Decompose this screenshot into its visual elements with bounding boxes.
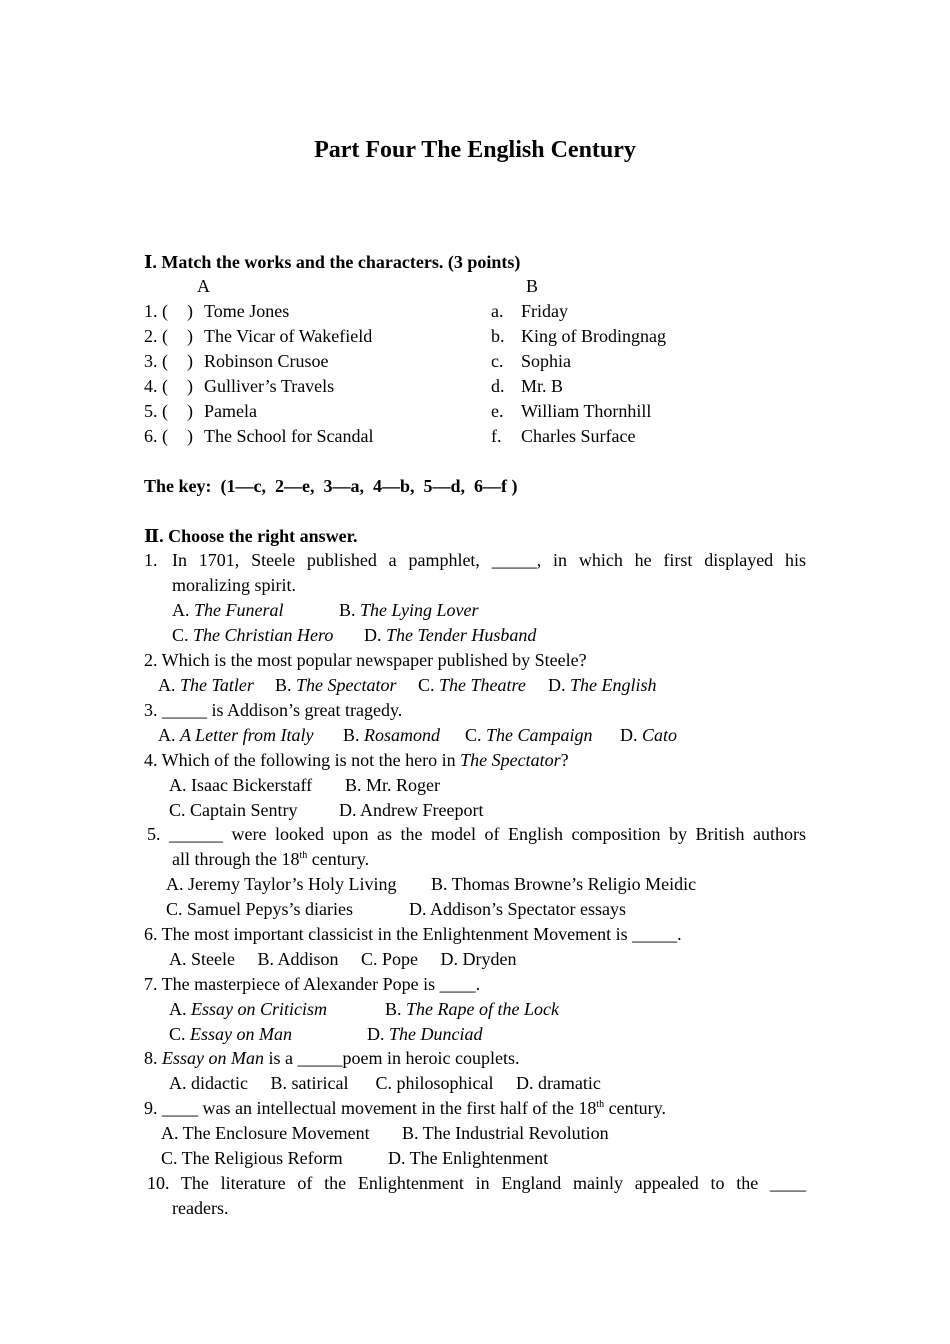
match-paren: ) bbox=[187, 326, 193, 346]
match-work: The Vicar of Wakefield bbox=[204, 326, 373, 346]
question-text: 10. The literature of the Enlightenment in England mainly appealed to the ____ bbox=[147, 1173, 806, 1193]
option-c: C. Samuel Pepys’s diaries bbox=[166, 899, 353, 919]
match-work: The School for Scandal bbox=[204, 426, 374, 446]
match-paren: ) bbox=[187, 426, 193, 446]
question-text-cont: moralizing spirit. bbox=[172, 575, 296, 595]
question-text-cont: all through the 18th century. bbox=[172, 849, 370, 869]
column-a-header: A bbox=[197, 276, 210, 296]
question-text: 9. ____ was an intellectual movement in the first half of the 18th century. bbox=[144, 1098, 666, 1118]
option-b: B. Mr. Roger bbox=[345, 775, 441, 795]
question-text: 2. Which is the most popular newspaper published by Steele? bbox=[144, 650, 587, 670]
question-text: 6. The most important classicist in the Enlightenment Movement is _____. bbox=[144, 924, 682, 944]
match-character: Sophia bbox=[521, 351, 572, 371]
option-b: B. The Rape of the Lock bbox=[385, 999, 559, 1019]
option-d: D. Cato bbox=[620, 725, 678, 745]
match-work: Gulliver’s Travels bbox=[204, 376, 335, 396]
question-text: In 1701, Steele published a pamphlet, _____, in which he first displayed his bbox=[172, 550, 806, 570]
match-num: 1. ( bbox=[144, 301, 168, 321]
match-num: 6. ( bbox=[144, 426, 168, 446]
option-b: B. The Spectator bbox=[275, 675, 397, 695]
match-num: 3. ( bbox=[144, 351, 168, 371]
question-text-cont: readers. bbox=[172, 1198, 229, 1218]
answer-key: The key: (1—c, 2—e, 3—a, 4—b, 5—d, 6—f ) bbox=[144, 476, 518, 496]
option-d: D. The Enlightenment bbox=[388, 1148, 549, 1168]
option-a: A. Isaac Bickerstaff bbox=[169, 775, 313, 795]
option-a: A. The Tatler bbox=[158, 675, 254, 695]
match-paren: ) bbox=[187, 301, 193, 321]
option-b: B. The Industrial Revolution bbox=[402, 1123, 609, 1143]
option-d: D. The Tender Husband bbox=[364, 625, 537, 645]
match-num: 5. ( bbox=[144, 401, 168, 421]
question-number: 1. bbox=[144, 550, 158, 570]
match-letter: f. bbox=[491, 426, 502, 446]
option-c: C. The Campaign bbox=[465, 725, 593, 745]
question-text: 8. Essay on Man is a _____poem in heroic couplets. bbox=[144, 1048, 520, 1068]
option-d: D. Addison’s Spectator essays bbox=[409, 899, 626, 919]
match-letter: e. bbox=[491, 401, 504, 421]
question-text: 3. _____ is Addison’s great tragedy. bbox=[144, 700, 403, 720]
page-title: Part Four The English Century bbox=[314, 137, 636, 163]
option-c: C. Essay on Man bbox=[169, 1024, 293, 1044]
match-work: Tome Jones bbox=[204, 301, 290, 321]
match-character: Friday bbox=[521, 301, 568, 321]
match-work: Robinson Crusoe bbox=[204, 351, 329, 371]
option-b: B. Thomas Browne’s Religio Meidic bbox=[431, 874, 697, 894]
question-text: 4. Which of the following is not the hero in The Spectator? bbox=[144, 750, 569, 770]
option-a: A. Essay on Criticism bbox=[169, 999, 328, 1019]
match-character: William Thornhill bbox=[521, 401, 652, 421]
column-b-header: B bbox=[526, 276, 539, 296]
option-c: C. The Theatre bbox=[418, 675, 526, 695]
question-text: 7. The masterpiece of Alexander Pope is ____. bbox=[144, 974, 481, 994]
option-d: D. Andrew Freeport bbox=[339, 800, 484, 820]
match-paren: ) bbox=[187, 401, 193, 421]
match-letter: c. bbox=[491, 351, 504, 371]
option-a: A. Jeremy Taylor’s Holy Living bbox=[166, 874, 397, 894]
match-paren: ) bbox=[187, 351, 193, 371]
question-options: A. Steele B. Addison C. Pope D. Dryden bbox=[169, 949, 517, 969]
option-c: C. The Christian Hero bbox=[172, 625, 334, 645]
option-b: B. The Lying Lover bbox=[339, 600, 479, 620]
option-d: D. The English bbox=[548, 675, 657, 695]
match-num: 4. ( bbox=[144, 376, 168, 396]
section2-heading: Ⅱ. Choose the right answer. bbox=[144, 526, 358, 546]
option-a: A. The Enclosure Movement bbox=[161, 1123, 370, 1143]
match-character: Mr. B bbox=[521, 376, 564, 396]
section1-heading: Ⅰ. Match the works and the characters. (3 points) bbox=[144, 252, 521, 272]
option-a: A. The Funeral bbox=[172, 600, 284, 620]
option-a: A. A Letter from Italy bbox=[158, 725, 314, 745]
match-work: Pamela bbox=[204, 401, 257, 421]
option-d: D. The Dunciad bbox=[367, 1024, 483, 1044]
question-options: A. didactic B. satirical C. philosophical D. dramatic bbox=[169, 1073, 601, 1093]
question-text: 5. ______ were looked upon as the model of English composition by British authors bbox=[147, 824, 806, 844]
match-letter: a. bbox=[491, 301, 504, 321]
match-letter: d. bbox=[491, 376, 505, 396]
option-c: C. Captain Sentry bbox=[169, 800, 298, 820]
option-c: C. The Religious Reform bbox=[161, 1148, 343, 1168]
match-num: 2. ( bbox=[144, 326, 168, 346]
option-b: B. Rosamond bbox=[343, 725, 441, 745]
match-letter: b. bbox=[491, 326, 505, 346]
match-character: Charles Surface bbox=[521, 426, 636, 446]
match-character: King of Brodingnag bbox=[521, 326, 666, 346]
match-paren: ) bbox=[187, 376, 193, 396]
